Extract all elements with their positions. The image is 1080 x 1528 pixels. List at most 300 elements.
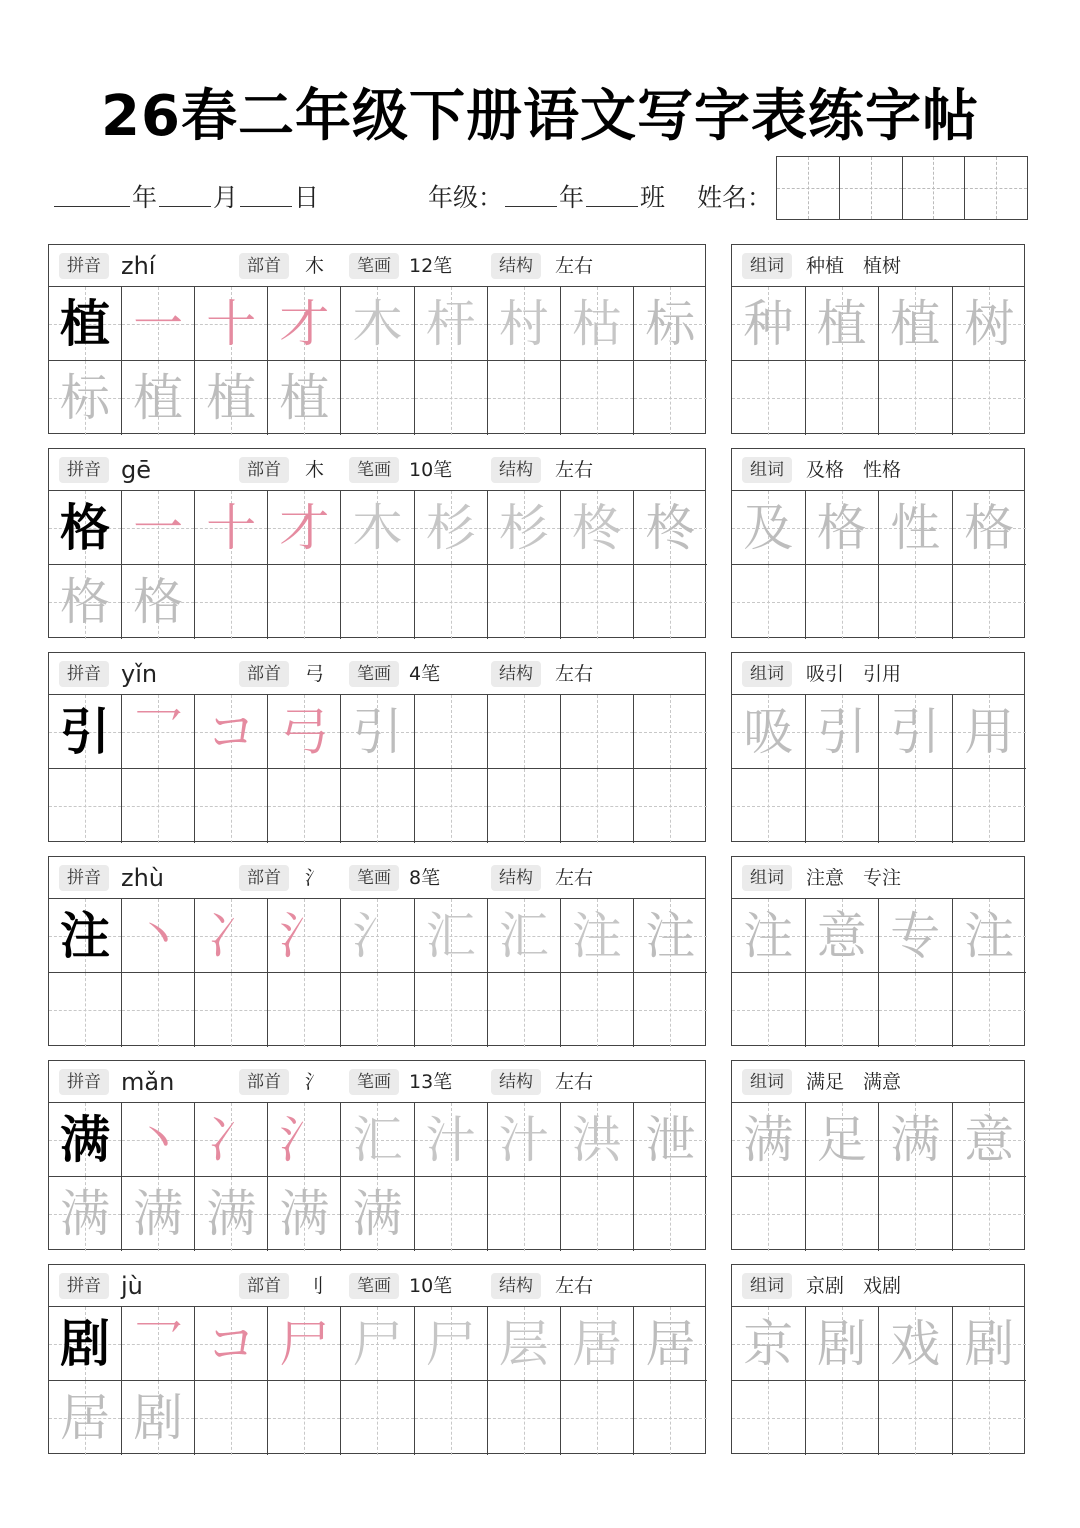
- grid-cell[interactable]: [49, 899, 122, 973]
- grid-cell[interactable]: [195, 973, 268, 1047]
- grid-cell[interactable]: [732, 769, 806, 843]
- grid-cell[interactable]: [953, 565, 1027, 639]
- grid-cell[interactable]: [415, 1381, 488, 1455]
- grid-cell[interactable]: [341, 1103, 414, 1177]
- grid-cell[interactable]: [49, 1177, 122, 1251]
- guide-line: [989, 769, 990, 843]
- grid-cell[interactable]: [122, 1307, 195, 1381]
- grid-cell[interactable]: [732, 565, 806, 639]
- stroke-highlight: 居: [60, 1389, 111, 1447]
- word-trace-character: 格: [816, 498, 867, 557]
- grid-cell[interactable]: [122, 491, 195, 565]
- grid-cell[interactable]: [953, 1307, 1027, 1381]
- grade-year-label: 年: [559, 183, 585, 212]
- grid-cell[interactable]: [49, 361, 122, 435]
- stroke-step: [415, 491, 487, 564]
- grid-cell[interactable]: [561, 695, 634, 769]
- month-label: 月: [213, 183, 239, 212]
- grid-cell[interactable]: [806, 1307, 880, 1381]
- grid-cell[interactable]: [341, 769, 414, 843]
- stroke-highlight: 汇: [352, 1110, 403, 1169]
- guide-line: [670, 769, 671, 843]
- stroke-highlight: 植: [133, 369, 184, 427]
- grid-cell[interactable]: [268, 899, 341, 973]
- guide-line: [989, 1381, 990, 1455]
- stroke-step: [268, 287, 340, 360]
- name-box[interactable]: [965, 157, 1027, 219]
- grid-cell[interactable]: [49, 695, 122, 769]
- grid-cell[interactable]: [732, 1177, 806, 1251]
- grid-cell[interactable]: [122, 769, 195, 843]
- word-trace-character: 用: [964, 702, 1015, 761]
- grid-cell[interactable]: [341, 361, 414, 435]
- grid-cell[interactable]: [122, 899, 195, 973]
- grid-cell[interactable]: [122, 287, 195, 361]
- grid-cell[interactable]: [953, 287, 1027, 361]
- grid-cell[interactable]: [122, 565, 195, 639]
- stroke-step: [122, 899, 194, 972]
- grid-cell[interactable]: [195, 361, 268, 435]
- char-panel: [48, 1264, 706, 1454]
- grid-cell[interactable]: [49, 1103, 122, 1177]
- grid-cell[interactable]: [561, 287, 634, 361]
- grid-cell[interactable]: [488, 769, 561, 843]
- guide-line: [670, 1177, 671, 1251]
- grid-cell[interactable]: [806, 1381, 880, 1455]
- strokes-value: 10笔: [409, 459, 453, 481]
- grid-cell[interactable]: [268, 1381, 341, 1455]
- grid-cell[interactable]: [806, 565, 880, 639]
- stroke-highlight: 尸: [352, 1314, 403, 1373]
- grid-cell[interactable]: [341, 1307, 414, 1381]
- char-panel: [48, 1060, 706, 1250]
- grid-cell[interactable]: [122, 361, 195, 435]
- stroke-highlight: 满: [206, 1185, 257, 1243]
- stroke-step: [488, 1103, 560, 1176]
- grid-cell[interactable]: [415, 769, 488, 843]
- word-trace-character: 引: [890, 702, 941, 761]
- strokes-tag: 笔画: [349, 1273, 399, 1299]
- stroke-step: [122, 491, 194, 564]
- grid-cell[interactable]: [879, 973, 953, 1047]
- stroke-step: [488, 899, 560, 972]
- stroke-highlight: 氵: [279, 906, 330, 965]
- guide-line: [451, 695, 452, 768]
- stroke-step: [268, 361, 340, 435]
- grid-cell[interactable]: [415, 491, 488, 565]
- stroke-highlight: 泄: [645, 1110, 696, 1169]
- stroke-step: [341, 287, 413, 360]
- structure-value: 左右: [555, 255, 594, 277]
- grid-cell[interactable]: [806, 361, 880, 435]
- stroke-step: [268, 899, 340, 972]
- grid-cell[interactable]: [561, 1177, 634, 1251]
- grid-cell[interactable]: [268, 695, 341, 769]
- grid-cell[interactable]: [268, 973, 341, 1047]
- guide-line: [451, 973, 452, 1047]
- practice-grid: [49, 899, 705, 1045]
- char-panel: [48, 448, 706, 638]
- word-trace-character: 注: [964, 906, 1015, 965]
- grid-cell[interactable]: [195, 565, 268, 639]
- grid-cell[interactable]: [879, 1307, 953, 1381]
- grid-cell[interactable]: [415, 973, 488, 1047]
- stroke-highlight: コ: [206, 1314, 257, 1373]
- grid-cell[interactable]: [879, 769, 953, 843]
- grid-cell[interactable]: [122, 1177, 195, 1251]
- guide-line: [670, 1381, 671, 1455]
- stroke-step: [268, 1103, 340, 1176]
- grid-cell[interactable]: [953, 361, 1027, 435]
- guide-line: [768, 1177, 769, 1251]
- grid-cell[interactable]: [634, 695, 707, 769]
- radical-tag: 部首: [239, 1069, 289, 1095]
- guide-line: [842, 1381, 843, 1455]
- stroke-highlight: 居: [571, 1314, 622, 1373]
- grid-cell[interactable]: [732, 491, 806, 565]
- stroke-highlight: 居: [645, 1314, 696, 1373]
- grid-cell[interactable]: [415, 695, 488, 769]
- stroke-highlight: 乛: [133, 702, 184, 761]
- grid-cell[interactable]: [806, 973, 880, 1047]
- stroke-step: [415, 1103, 487, 1176]
- grid-cell[interactable]: [732, 287, 806, 361]
- grid-cell[interactable]: [268, 361, 341, 435]
- grid-cell[interactable]: [561, 973, 634, 1047]
- grid-cell[interactable]: [49, 769, 122, 843]
- grid-cell[interactable]: [806, 899, 880, 973]
- stroke-step: [122, 565, 194, 639]
- stroke-step: [122, 695, 194, 768]
- grid-cell[interactable]: [268, 1307, 341, 1381]
- grid-cell[interactable]: [122, 1381, 195, 1455]
- grid-cell[interactable]: [415, 287, 488, 361]
- grid-cell[interactable]: [488, 695, 561, 769]
- grid-cell[interactable]: [488, 287, 561, 361]
- grid-cell[interactable]: [195, 1177, 268, 1251]
- name-box[interactable]: [840, 157, 903, 219]
- grid-cell[interactable]: [488, 899, 561, 973]
- model-character: 剧: [60, 1313, 111, 1373]
- grid-cell[interactable]: [732, 361, 806, 435]
- grid-cell[interactable]: [634, 1103, 707, 1177]
- grid-cell[interactable]: [953, 695, 1027, 769]
- grid-cell[interactable]: [341, 899, 414, 973]
- grid-cell[interactable]: [879, 565, 953, 639]
- grid-cell[interactable]: [488, 491, 561, 565]
- name-box[interactable]: [903, 157, 966, 219]
- stroke-highlight: 汇: [498, 906, 549, 965]
- guide-line: [768, 361, 769, 435]
- word-trace-character: 剧: [964, 1314, 1015, 1373]
- grid-cell[interactable]: [488, 973, 561, 1047]
- stroke-highlight: 十: [206, 498, 257, 557]
- grid-cell[interactable]: [49, 565, 122, 639]
- grid-cell[interactable]: [806, 769, 880, 843]
- structure-value: 左右: [555, 663, 594, 685]
- strokes-value: 12笔: [409, 255, 453, 277]
- grid-cell[interactable]: [49, 1381, 122, 1455]
- grid-cell[interactable]: [953, 491, 1027, 565]
- stroke-highlight: 十: [206, 294, 257, 353]
- grid-cell[interactable]: [415, 899, 488, 973]
- grid-cell[interactable]: [122, 1103, 195, 1177]
- grid-cell[interactable]: [634, 1381, 707, 1455]
- stroke-step: [122, 1103, 194, 1176]
- words-panel: [731, 1060, 1025, 1250]
- grid-cell[interactable]: [634, 361, 707, 435]
- words-panel: [731, 652, 1025, 842]
- grid-cell[interactable]: [561, 361, 634, 435]
- stroke-highlight: 一: [133, 294, 184, 353]
- pinyin-tag: 拼音: [59, 865, 109, 891]
- guide-line: [915, 1177, 916, 1251]
- grid-cell[interactable]: [953, 1177, 1027, 1251]
- grid-cell[interactable]: [49, 287, 122, 361]
- grid-cell[interactable]: [953, 1381, 1027, 1455]
- stroke-highlight: 满: [279, 1185, 330, 1243]
- grid-cell[interactable]: [879, 1103, 953, 1177]
- stroke-highlight: 氵: [279, 1110, 330, 1169]
- guide-line: [597, 973, 598, 1047]
- guide-line: [158, 973, 159, 1047]
- grid-cell[interactable]: [732, 973, 806, 1047]
- grid-cell[interactable]: [488, 1103, 561, 1177]
- grid-cell[interactable]: [49, 1307, 122, 1381]
- grid-cell[interactable]: [879, 1177, 953, 1251]
- guide-line: [597, 565, 598, 639]
- grid-cell[interactable]: [561, 1307, 634, 1381]
- words-header: [732, 857, 1024, 899]
- strokes-value: 4笔: [409, 663, 441, 685]
- grid-cell[interactable]: [806, 1177, 880, 1251]
- stroke-highlight: 格: [60, 573, 111, 631]
- grid-cell[interactable]: [195, 695, 268, 769]
- grid-cell[interactable]: [732, 695, 806, 769]
- grid-cell[interactable]: [268, 565, 341, 639]
- radical-value: 刂: [305, 1275, 325, 1297]
- grid-cell[interactable]: [341, 695, 414, 769]
- words-tag: 组词: [742, 661, 792, 687]
- grid-cell[interactable]: [634, 899, 707, 973]
- stroke-highlight: 汇: [425, 906, 476, 965]
- grid-cell[interactable]: [953, 973, 1027, 1047]
- year-blank[interactable]: [54, 185, 130, 207]
- stroke-step: [415, 287, 487, 360]
- words-tag: 组词: [742, 253, 792, 279]
- grid-cell[interactable]: [879, 287, 953, 361]
- practice-grid: [49, 695, 705, 841]
- grid-cell[interactable]: [806, 287, 880, 361]
- grid-cell[interactable]: [341, 565, 414, 639]
- grid-cell[interactable]: [879, 1381, 953, 1455]
- grid-cell[interactable]: [806, 1103, 880, 1177]
- grid-cell[interactable]: [488, 1307, 561, 1381]
- grid-cell[interactable]: [488, 361, 561, 435]
- stroke-highlight: 村: [498, 294, 549, 353]
- stroke-step: [415, 1307, 487, 1380]
- pinyin-tag: 拼音: [59, 661, 109, 687]
- stroke-step: [488, 287, 560, 360]
- grid-cell[interactable]: [341, 287, 414, 361]
- grid-cell[interactable]: [195, 1307, 268, 1381]
- class-blank[interactable]: [586, 185, 638, 207]
- strokes-tag: 笔画: [349, 661, 399, 687]
- stroke-highlight: 植: [206, 369, 257, 427]
- grid-cell[interactable]: [561, 491, 634, 565]
- grid-cell[interactable]: [195, 769, 268, 843]
- grid-cell[interactable]: [268, 1177, 341, 1251]
- stroke-step: [49, 1381, 121, 1455]
- guide-line: [915, 1381, 916, 1455]
- grid-cell[interactable]: [634, 491, 707, 565]
- grid-cell[interactable]: [634, 1307, 707, 1381]
- grid-cell[interactable]: [415, 1177, 488, 1251]
- grid-cell[interactable]: [732, 899, 806, 973]
- grid-cell[interactable]: [122, 973, 195, 1047]
- grid-cell[interactable]: [49, 973, 122, 1047]
- grid-cell[interactable]: [341, 973, 414, 1047]
- radical-tag: 部首: [239, 661, 289, 687]
- stroke-highlight: 乛: [133, 1314, 184, 1373]
- pinyin-tag: 拼音: [59, 253, 109, 279]
- guide-line: [451, 1381, 452, 1455]
- day-blank[interactable]: [240, 185, 292, 207]
- grid-cell[interactable]: [195, 1103, 268, 1177]
- grid-cell[interactable]: [195, 287, 268, 361]
- stroke-highlight: 才: [279, 498, 330, 557]
- grid-cell[interactable]: [122, 695, 195, 769]
- grid-cell[interactable]: [634, 565, 707, 639]
- grid-cell[interactable]: [561, 1103, 634, 1177]
- grid-cell[interactable]: [195, 491, 268, 565]
- grid-cell[interactable]: [341, 491, 414, 565]
- guide-line: [915, 565, 916, 639]
- grid-cell[interactable]: [488, 565, 561, 639]
- stroke-step: [195, 1177, 267, 1251]
- grid-cell[interactable]: [806, 491, 880, 565]
- stroke-step: [561, 1307, 633, 1380]
- grid-cell[interactable]: [879, 361, 953, 435]
- stroke-highlight: 满: [352, 1185, 403, 1243]
- practice-grid: [49, 1307, 705, 1453]
- stroke-step: [195, 695, 267, 768]
- grid-cell[interactable]: [732, 1307, 806, 1381]
- grid-cell[interactable]: [341, 1381, 414, 1455]
- strokes-value: 10笔: [409, 1275, 453, 1297]
- words-panel: [731, 448, 1025, 638]
- grid-cell[interactable]: [732, 1381, 806, 1455]
- words-value: 及格 性格: [806, 459, 902, 481]
- guide-line: [768, 973, 769, 1047]
- grid-cell[interactable]: [879, 695, 953, 769]
- grid-cell[interactable]: [561, 1381, 634, 1455]
- word-trace-character: 性: [890, 498, 941, 557]
- stroke-step: [415, 899, 487, 972]
- grid-cell[interactable]: [268, 287, 341, 361]
- grid-cell[interactable]: [634, 769, 707, 843]
- stroke-step: [122, 361, 194, 435]
- grid-cell[interactable]: [49, 491, 122, 565]
- grid-cell[interactable]: [561, 769, 634, 843]
- grid-cell[interactable]: [953, 1103, 1027, 1177]
- grid-cell[interactable]: [268, 491, 341, 565]
- grid-cell[interactable]: [415, 1307, 488, 1381]
- grid-cell[interactable]: [634, 973, 707, 1047]
- words-value: 吸引 引用: [806, 663, 902, 685]
- grid-cell[interactable]: [415, 361, 488, 435]
- stroke-highlight: 柊: [571, 498, 622, 557]
- grid-cell[interactable]: [195, 899, 268, 973]
- stroke-step: [268, 695, 340, 768]
- guide-line: [768, 565, 769, 639]
- guide-line: [85, 769, 86, 843]
- word-trace-character: 足: [816, 1110, 867, 1169]
- grid-cell[interactable]: [953, 899, 1027, 973]
- structure-tag: 结构: [491, 1273, 541, 1299]
- month-blank[interactable]: [159, 185, 211, 207]
- stroke-highlight: 剧: [133, 1389, 184, 1447]
- stroke-highlight: 汁: [425, 1110, 476, 1169]
- grid-cell[interactable]: [879, 899, 953, 973]
- structure-value: 左右: [555, 1071, 594, 1093]
- stroke-step: [561, 899, 633, 972]
- grid-cell[interactable]: [561, 899, 634, 973]
- grid-cell[interactable]: [488, 1177, 561, 1251]
- guide-line: [377, 973, 378, 1047]
- grid-cell[interactable]: [634, 1177, 707, 1251]
- grid-cell[interactable]: [268, 769, 341, 843]
- name-box[interactable]: [777, 157, 840, 219]
- stroke-step: [268, 491, 340, 564]
- grid-cell[interactable]: [268, 1103, 341, 1177]
- grid-cell[interactable]: [879, 491, 953, 565]
- grid-cell[interactable]: [732, 1103, 806, 1177]
- grid-cell[interactable]: [561, 565, 634, 639]
- strokes-tag: 笔画: [349, 253, 399, 279]
- grid-cell[interactable]: [341, 1177, 414, 1251]
- grade-blank[interactable]: [505, 185, 557, 207]
- stroke-step: [122, 1381, 194, 1455]
- grid-cell[interactable]: [195, 1381, 268, 1455]
- grade-label: 年级：: [428, 183, 504, 212]
- strokes-value: 8笔: [409, 867, 441, 889]
- grid-cell[interactable]: [415, 565, 488, 639]
- guide-line: [524, 695, 525, 768]
- grid-cell[interactable]: [415, 1103, 488, 1177]
- stroke-step: [634, 287, 707, 360]
- name-boxes[interactable]: [776, 156, 1028, 220]
- model-character: 满: [60, 1109, 111, 1169]
- grid-cell[interactable]: [634, 287, 707, 361]
- word-trace-character: 注: [743, 906, 794, 965]
- pinyin-tag: 拼音: [59, 457, 109, 483]
- stroke-step: [634, 1307, 707, 1380]
- guide-line: [304, 1381, 305, 1455]
- stroke-step: [122, 1177, 194, 1251]
- pinyin-value: mǎn: [121, 1068, 175, 1096]
- grid-cell[interactable]: [953, 769, 1027, 843]
- stroke-highlight: 氵: [352, 906, 403, 965]
- name-label: 姓名：: [697, 183, 773, 212]
- grid-cell[interactable]: [488, 1381, 561, 1455]
- structure-tag: 结构: [491, 457, 541, 483]
- words-header: [732, 449, 1024, 491]
- structure-value: 左右: [555, 459, 594, 481]
- grid-cell[interactable]: [806, 695, 880, 769]
- stroke-highlight: 杆: [425, 294, 476, 353]
- pinyin-value: gē: [121, 456, 151, 484]
